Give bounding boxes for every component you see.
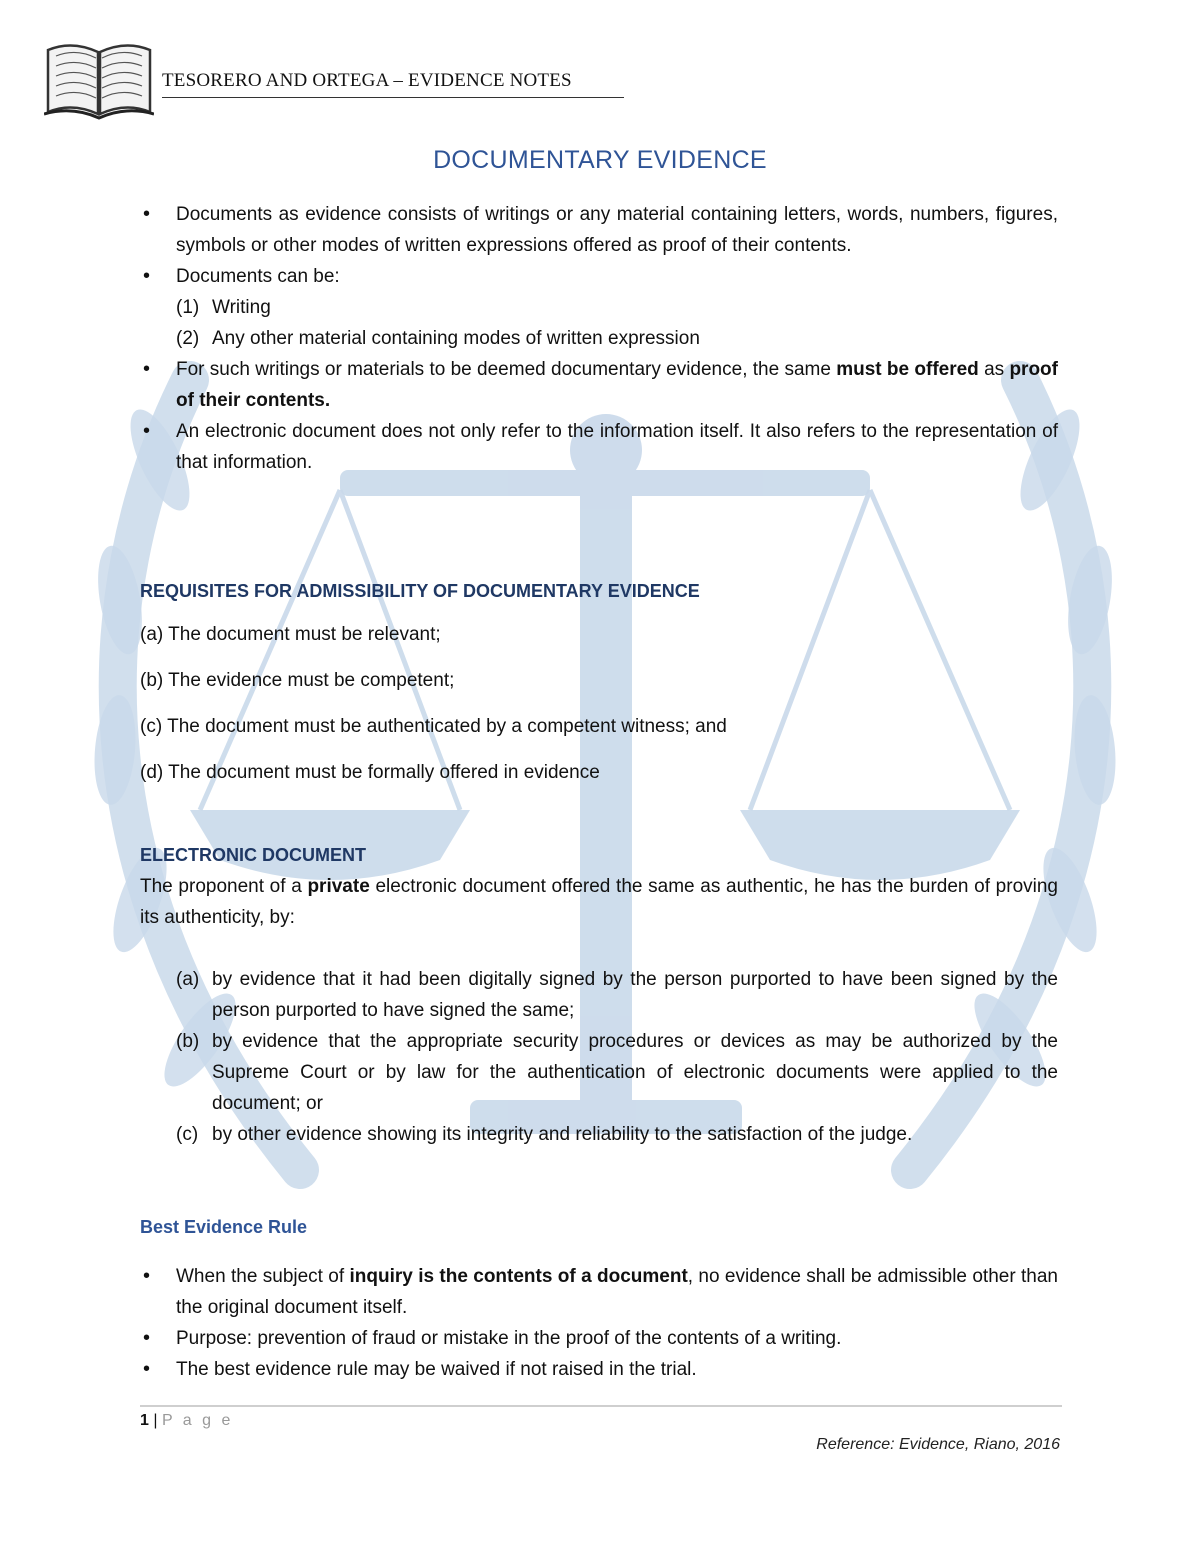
list-number: (b) (176, 1031, 200, 1052)
emphasis-text: proof of their contents. (176, 359, 1058, 411)
paragraph (140, 871, 1058, 933)
reference-note: Reference: Evidence, Riano, 2016 (816, 1436, 1060, 1453)
header-title: TESORERO AND ORTEGA – EVIDENCE NOTES (162, 70, 624, 98)
list-number: (a) (176, 969, 200, 990)
page-separator: | (153, 1412, 158, 1429)
page-header (44, 36, 629, 120)
list-item-text: by other evidence showing its integrity and reliability to the satisfaction of the judge. (212, 1124, 913, 1145)
document-types-list (176, 292, 1058, 354)
section-heading: ELECTRONIC DOCUMENT (140, 845, 366, 865)
intro-bullet-list (140, 199, 1058, 478)
list-item-text: Purpose: prevention of fraud or mistake in the proof of the contents of a writing. (176, 1328, 842, 1349)
list-item-text: by evidence that the appropriate security procedures or devices as may be authorized by the Supreme Court or by law for the authentication of electronic documents were applied to the document; or (212, 1031, 1058, 1114)
best-evidence-section (140, 1212, 1058, 1385)
page-title: DOCUMENTARY EVIDENCE (433, 146, 767, 174)
list-item-text: The best evidence rule may be waived if not raised in the trial. (176, 1359, 697, 1380)
list-number: (1) (176, 297, 200, 318)
emphasis-text: private (307, 876, 370, 897)
section-heading: REQUISITES FOR ADMISSIBILITY OF DOCUMENTARY EVIDENCE (140, 581, 700, 601)
open-book-icon (44, 36, 154, 120)
list-item (176, 292, 1058, 323)
list-item (140, 199, 1058, 261)
paragraph-text: electronic document offered the same as authentic, he has the burden of proving its authenticity, by: (140, 876, 1059, 928)
list-item-text: Documents as evidence consists of writings or any material containing letters, words, numbers, figures, symbols or other modes of written expressions offered as proof of their contents. (176, 204, 1058, 256)
list-item-text: , no evidence shall be admissible other than the original document itself. (176, 1266, 1058, 1318)
intro-section (140, 199, 1058, 478)
list-item (140, 261, 1058, 354)
list-item: (d) The document must be formally offered in evidence (140, 762, 600, 783)
paragraph-text: The proponent of a (140, 876, 308, 897)
authenticity-proof-section (140, 964, 1058, 1150)
list-item-text: Any other material containing modes of written expression (212, 328, 700, 349)
list-item (140, 354, 1058, 416)
list-item (140, 1261, 1058, 1323)
requisites-section (140, 576, 1058, 803)
page-label: P a g e (161, 1412, 234, 1429)
list-item (140, 1354, 1058, 1385)
list-item: (b) The evidence must be competent; (140, 670, 455, 691)
electronic-document-section (140, 840, 1058, 933)
list-item (176, 964, 1058, 1026)
footer-divider (140, 1405, 1062, 1407)
list-item (176, 323, 1058, 354)
list-item-text: Documents can be: (176, 266, 340, 287)
best-evidence-bullet-list (140, 1261, 1058, 1385)
emphasis-text: must be offered (836, 359, 979, 380)
authenticity-proof-list (176, 964, 1058, 1150)
page-number-value: 1 (140, 1412, 149, 1429)
list-item-text: as (978, 359, 1010, 380)
list-item (140, 1323, 1058, 1354)
list-item-text: When the subject of (176, 1266, 350, 1287)
list-number: (2) (176, 328, 200, 349)
list-number: (c) (176, 1124, 199, 1145)
list-item (140, 416, 1058, 478)
list-item (176, 1119, 1058, 1150)
list-item: (a) The document must be relevant; (140, 624, 441, 645)
list-item: (c) The document must be authenticated by a competent witness; and (140, 716, 727, 737)
section-heading: Best Evidence Rule (140, 1217, 308, 1237)
list-item-text: An electronic document does not only refer to the information itself. It also refers to the representation of that information. (176, 421, 1058, 473)
emphasis-text: inquiry is the contents of a document (349, 1266, 688, 1287)
list-item-text: by evidence that it had been digitally signed by the person purported to have been signed by the person purported to have signed the same; (212, 969, 1058, 1021)
list-item-text: Writing (212, 297, 271, 318)
page-number (140, 1412, 233, 1430)
list-item-text: For such writings or materials to be deemed documentary evidence, the same (176, 359, 837, 380)
list-item (176, 1026, 1058, 1119)
